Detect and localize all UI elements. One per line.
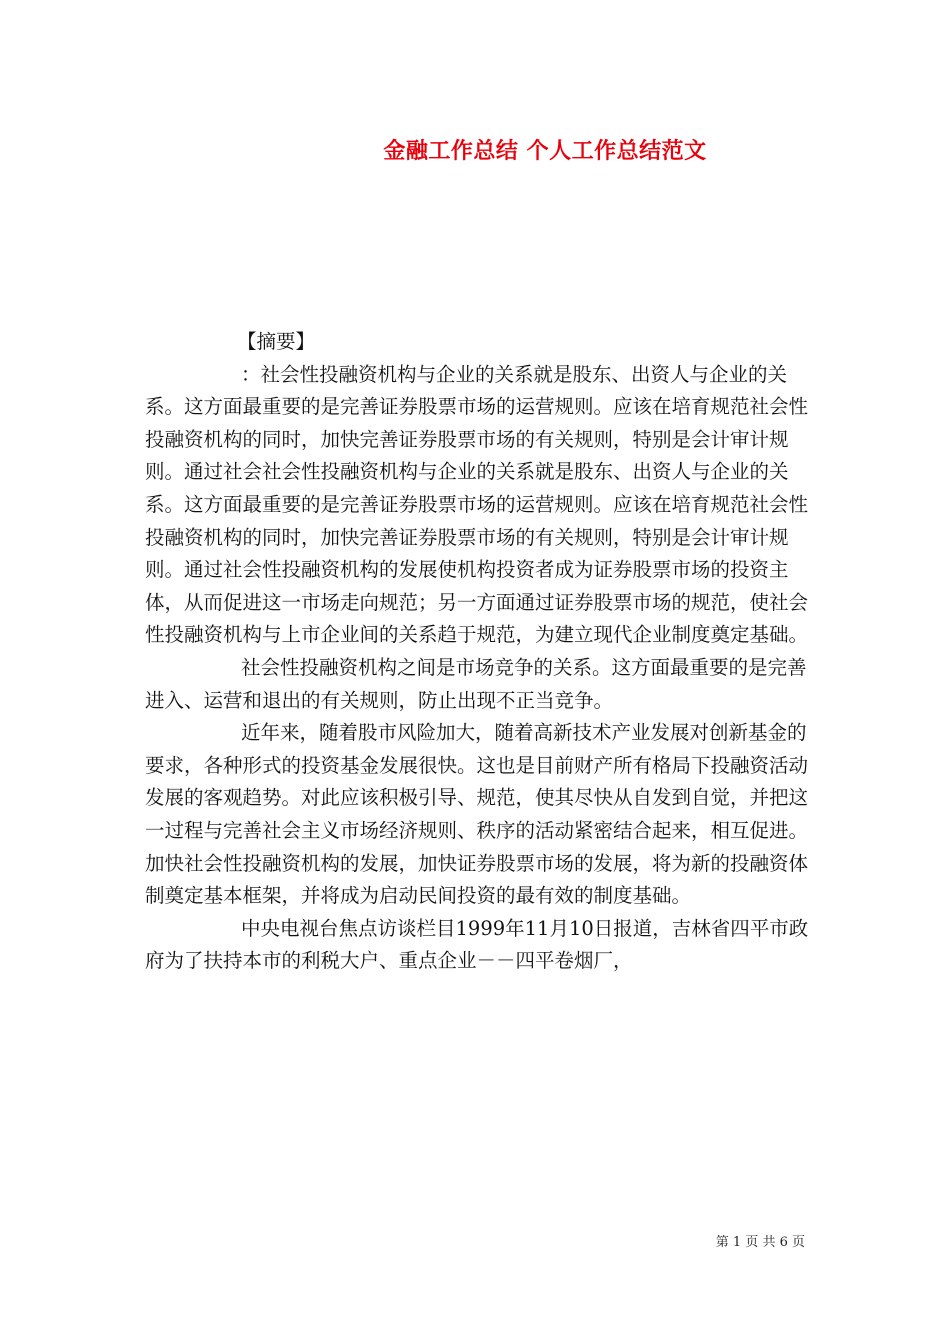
paragraph-2: 社会性投融资机构之间是市场竞争的关系。这方面最重要的是完善进入、运营和退出的有关规则，防止出现不正当竞争。 bbox=[145, 655, 807, 712]
document-body bbox=[145, 326, 825, 978]
page-number-footer: 第 1 页 共 6 页 bbox=[715, 1235, 805, 1250]
paragraph-4: 中央电视台焦点访谈栏目1999年11月10日报道，吉林省四平市政府为了扶持本市的利税大户、重点企业－－四平卷烟厂， bbox=[145, 916, 809, 973]
document-title: 金融工作总结 个人工作总结范文 bbox=[383, 138, 707, 164]
paragraph-1: ：社会性投融资机构与企业的关系就是股东、出资人与企业的关系。这方面最重要的是完善证券股票市场的运营规则。应该在培育规范社会性投融资机构的同时，加快完善证券股票市场的有关规则，特别是会计审计规则。通过社会社会性投融资机构与企业的关系就是股东、出资人与企业的关系。这方面最重要的是完善证券股票市场的运营规则。应该在培育规范社会性投融资机构的同时，加快完善证券股票市场的有关规则，特别是会计审计规则。通过社会性投融资机构的发展使机构投资者成为证券股票市场的投资主体，从而促进这一市场走向规范；另一方面通过证券股票市场的规范，使社会性投融资机构与上市企业间的关系趋于规范，为建立现代企业制度奠定基础。 bbox=[145, 362, 809, 647]
paragraph-3: 近年来，随着股市风险加大，随着高新技术产业发展对创新基金的要求，各种形式的投资基金发展很快。这也是目前财产所有格局下投融资活动发展的客观趋势。对此应该积极引导、规范，使其尽快从自发到自觉，并把这一过程与完善社会主义市场经济规则、秩序的活动紧密结合起来，相互促进。加快社会性投融资机构的发展，加快证券股票市场的发展，将为新的投融资体制奠定基本框架，并将成为启动民间投资的最有效的制度基础。 bbox=[145, 721, 809, 908]
abstract-label: 【摘要】 bbox=[237, 330, 316, 353]
